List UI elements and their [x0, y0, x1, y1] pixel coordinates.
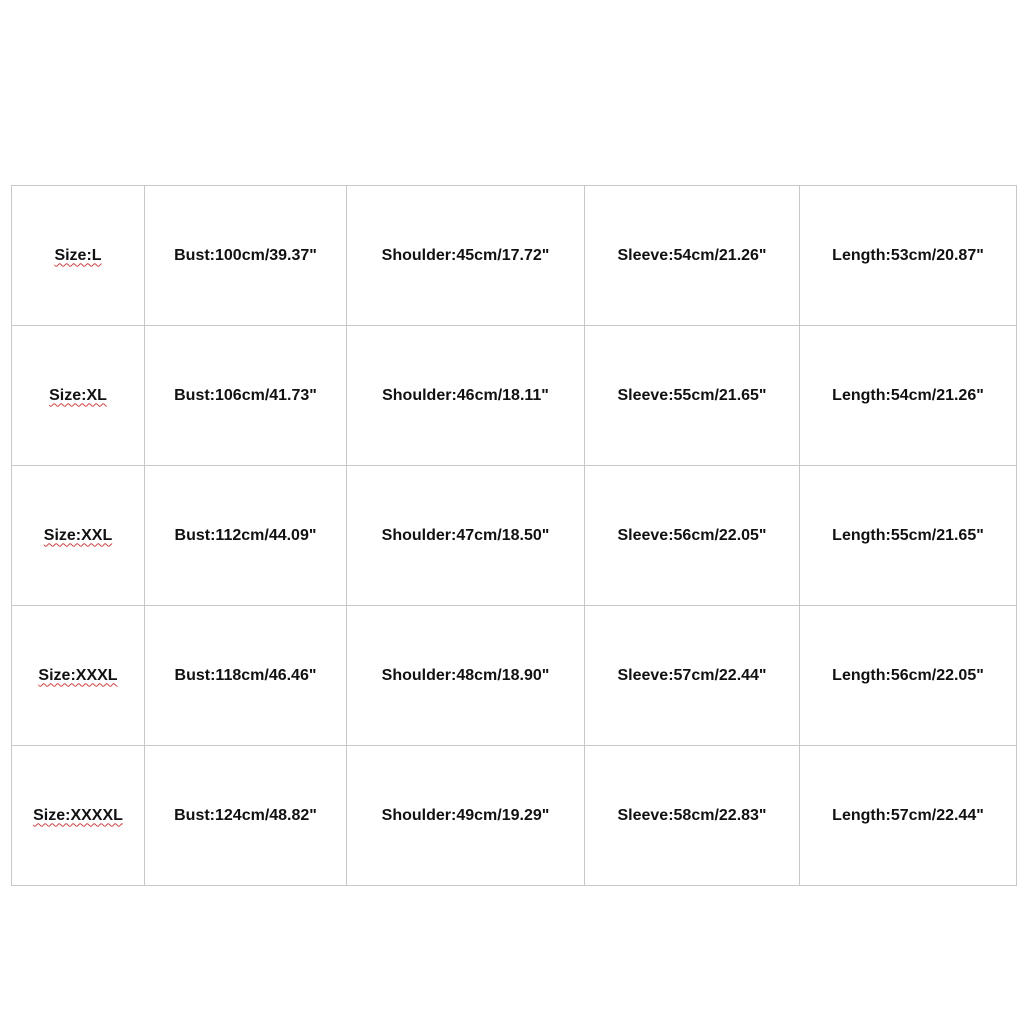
- length-cell: Length:53cm/20.87": [800, 186, 1017, 326]
- size-cell: [12, 746, 145, 886]
- table-row: [12, 326, 1017, 466]
- shoulder-cell: Shoulder:45cm/17.72": [347, 186, 585, 326]
- size-cell: [12, 606, 145, 746]
- table-row: [12, 606, 1017, 746]
- size-cell: [12, 466, 145, 606]
- sleeve-cell: Sleeve:54cm/21.26": [585, 186, 800, 326]
- shoulder-cell: Shoulder:46cm/18.11": [347, 326, 585, 466]
- sleeve-cell: Sleeve:56cm/22.05": [585, 466, 800, 606]
- size-label: Size:XL: [49, 386, 107, 404]
- bust-cell: Bust:124cm/48.82": [145, 746, 347, 886]
- shoulder-cell: Shoulder:49cm/19.29": [347, 746, 585, 886]
- size-label: Size:XXXL: [38, 666, 118, 684]
- length-cell: Length:55cm/21.65": [800, 466, 1017, 606]
- size-label: Size:XXL: [43, 526, 113, 544]
- size-label: Size:XXXXL: [33, 806, 123, 824]
- shoulder-cell: Shoulder:47cm/18.50": [347, 466, 585, 606]
- length-cell: Length:56cm/22.05": [800, 606, 1017, 746]
- bust-cell: Bust:106cm/41.73": [145, 326, 347, 466]
- shoulder-cell: Shoulder:48cm/18.90": [347, 606, 585, 746]
- sleeve-cell: Sleeve:55cm/21.65": [585, 326, 800, 466]
- size-cell: [12, 326, 145, 466]
- bust-cell: Bust:118cm/46.46": [145, 606, 347, 746]
- size-cell: [12, 186, 145, 326]
- table-row: [12, 466, 1017, 606]
- bust-cell: Bust:100cm/39.37": [145, 186, 347, 326]
- size-label: Size:L: [54, 246, 102, 264]
- sleeve-cell: Sleeve:57cm/22.44": [585, 606, 800, 746]
- sleeve-cell: Sleeve:58cm/22.83": [585, 746, 800, 886]
- size-chart-table: [11, 185, 1017, 886]
- table-row: [12, 746, 1017, 886]
- bust-cell: Bust:112cm/44.09": [145, 466, 347, 606]
- length-cell: Length:54cm/21.26": [800, 326, 1017, 466]
- table-row: [12, 186, 1017, 326]
- length-cell: Length:57cm/22.44": [800, 746, 1017, 886]
